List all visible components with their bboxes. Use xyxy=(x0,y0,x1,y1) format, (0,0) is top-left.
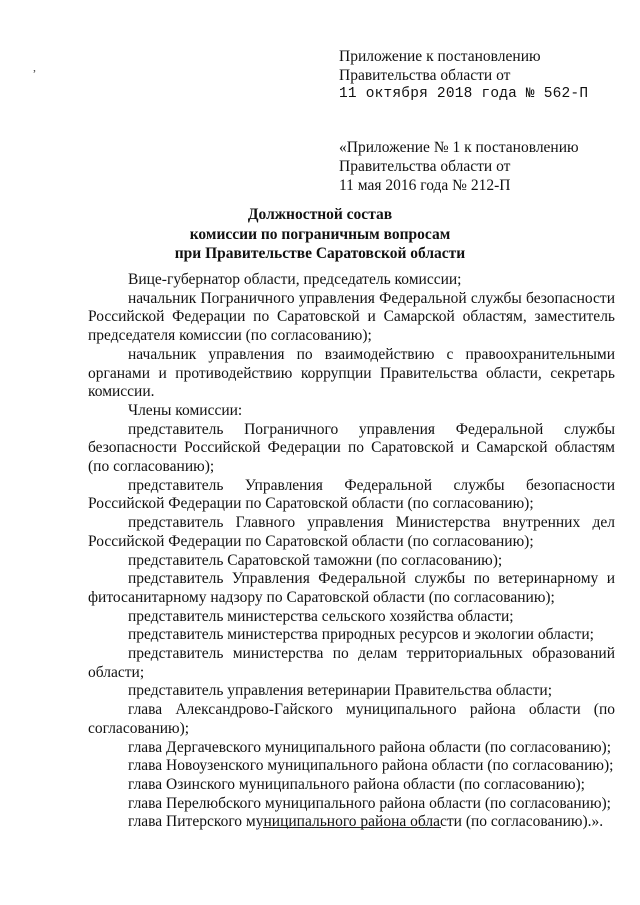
paragraph: представитель министерства по делам территориальных образований области; xyxy=(88,645,615,681)
paragraph: представитель министерства сельского хозяйства области; xyxy=(128,607,514,625)
paragraph: глава Перелюбского муниципального района области (по согласованию); xyxy=(128,794,611,812)
paragraph: представитель Управления Федеральной службы безопасности Российской Федерации по Саратовской области (по согласованию); xyxy=(88,476,615,513)
header-second-line-2: Правительства области от xyxy=(339,158,511,175)
paragraph: глава Александрово-Гайского муниципального района области (по согласованию); xyxy=(88,701,615,737)
header-top-line-2: Правительства области от xyxy=(339,67,511,84)
title-line-1: Должностной состав xyxy=(247,206,393,223)
paragraph: начальник Пограничного управления Федеральной службы безопасности Российской Федерации по Саратовской и Самарской областям, заместитель председателя комиссии (по согласованию); xyxy=(88,289,615,345)
document-title xyxy=(0,205,640,264)
paragraph: представитель управления ветеринарии Правительства области; xyxy=(128,682,553,700)
paragraph: Вице-губернатор области, председатель комиссии; xyxy=(128,271,462,288)
header-top-line-1: Приложение к постановлению xyxy=(339,48,541,65)
header-top-stamp-line: 11 октября 2018 года № 562-П xyxy=(339,86,589,102)
paragraph: глава Озинского муниципального района области (по согласованию); xyxy=(128,775,585,793)
document-body xyxy=(88,271,615,832)
paragraph: представитель министерства природных ресурсов и экологии области; xyxy=(128,626,594,644)
paragraph: представитель Управления Федеральной службы по ветеринарному и фитосанитарному надзору по Саратовской области (по согласованию); xyxy=(88,570,615,606)
header-second-line-3: 11 мая 2016 года № 212-П xyxy=(339,177,511,194)
paragraph: глава Дергачевского муниципального района области (по согласованию); xyxy=(128,738,611,756)
paragraph: глава Новоузенского муниципального района области (по согласованию); xyxy=(128,757,614,775)
paragraph: глава Питерского муниципального района области (по согласованию).». xyxy=(128,813,604,831)
paragraph: представитель Главного управления Министерства внутренних дел Российской Федерации по Саратовской области (по согласованию); xyxy=(88,514,615,550)
title-line-3: при Правительстве Саратовской области xyxy=(174,245,466,262)
header-second-line-1: «Приложение № 1 к постановлению xyxy=(339,139,579,156)
stray-mark: , xyxy=(33,60,36,74)
title-line-2: комиссии по пограничным вопросам xyxy=(189,225,451,243)
paragraph: начальник управления по взаимодействию с правоохранительными органами и противодействию коррупции Правительства области, секретарь комиссии. xyxy=(88,345,615,401)
closing-rule xyxy=(263,827,441,828)
header-second xyxy=(339,138,579,195)
paragraph: представитель Пограничного управления Федеральной службы безопасности Российской Федерации по Саратовской и Самарской областям (по согласованию); xyxy=(88,420,615,476)
header-top xyxy=(339,47,588,104)
paragraph: Члены комиссии: xyxy=(128,401,243,419)
paragraph: представитель Саратовской таможни (по согласованию); xyxy=(128,551,503,569)
